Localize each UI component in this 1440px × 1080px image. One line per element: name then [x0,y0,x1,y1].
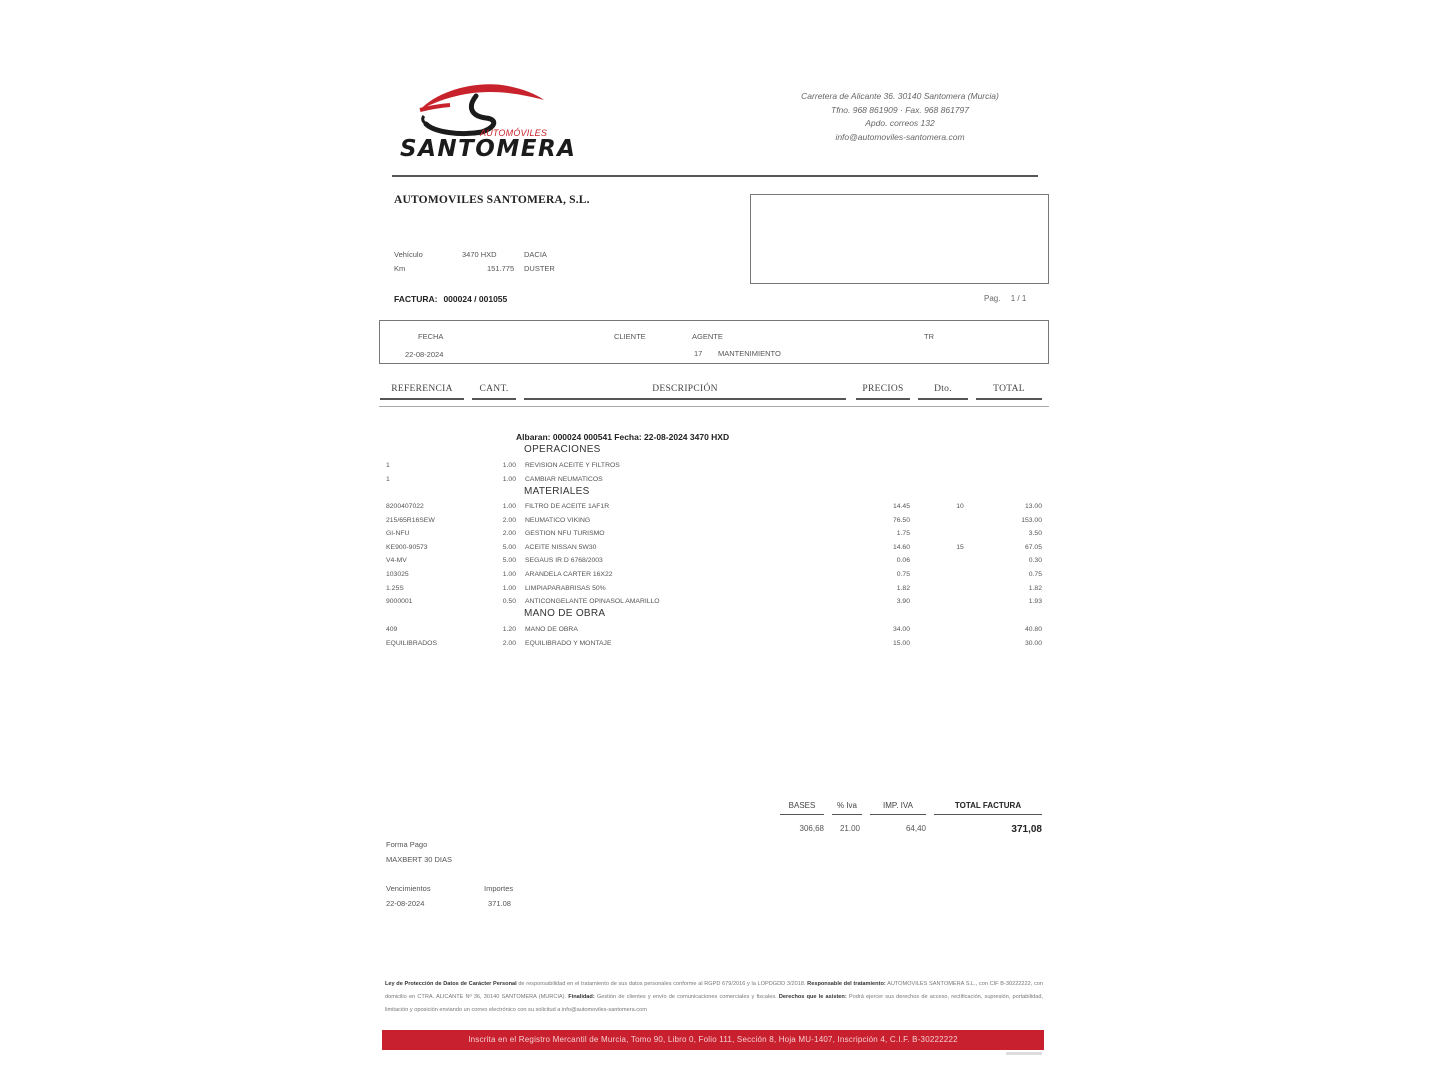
iva-amount-value: 64,40 [905,824,926,833]
line-item-cant: 2.00 [502,639,516,647]
line-item-ref: 103025 [386,571,409,578]
line-item-desc: LIMPIAPARABRISAS 50% [525,584,606,592]
line-item-desc: SEGAUS IR D 6768/2003 [525,557,603,565]
col-descripcion: DESCRIPCIÓN [524,382,846,400]
line-item-ref: 1 [386,475,390,483]
line-item-desc: REVISION ACEITE Y FILTROS [525,462,620,469]
legal-text-3: Gestión de clientes y envío de comunicaciones comerciales y fiscales. [594,994,777,1000]
invoice-label: FACTURA: [394,294,438,304]
line-item-ref: 9000001 [386,598,413,606]
vehicle-model: DUSTER [524,264,555,273]
line-item-ref: V4-MV [386,557,407,565]
line-item-desc: NEUMATICO VIKING [525,516,591,524]
line-item-cant: 2.00 [502,530,516,538]
importes-label: Importes [484,884,514,893]
line-item-desc: GESTION NFU TURISMO [525,530,605,538]
line-item-desc: EQUILIBRADO Y MONTAJE [525,639,612,647]
line-item-row [0,530,1440,542]
bases-label: BASES [780,801,824,815]
legal-text-2: AUTOMOVILES SANTOMERA S.L., con CIF B-30222222, con domicilio en CTRA. ALICANTE Nº 36, 30140 SANTOMERA (MURCIA). [385,981,1043,1000]
agente-code: 17 [694,349,703,358]
line-item-desc: ACEITE NISSAN 5W30 [525,543,597,551]
page-indicator [984,294,1026,303]
extra-label: TR [924,332,934,341]
line-item-total: 40.80 [1024,626,1042,633]
invoice-number: 000024 / 001055 [443,294,508,304]
line-item-desc: MANO DE OBRA [525,626,578,633]
line-item-price: 14.60 [892,543,910,551]
line-item-dto: 15 [956,543,964,551]
line-item-total: 0.75 [1028,571,1042,578]
col-precios: PRECIOS [856,382,910,400]
company-address: Carretera de Alicante 36. 30140 Santomera (Murcia) [801,91,999,101]
line-item-row [0,598,1440,610]
line-item-price: 14.45 [892,503,910,510]
line-item-ref: EQUILIBRADOS [386,639,437,647]
line-item-cant: 1.00 [502,503,516,510]
line-item-price: 34.00 [892,626,910,633]
legal-text-4: Podrá ejercer sus derechos de acceso, rectificación, supresión, portabilidad, limitación y oposición enviando un correo electrónico con su solicitud a info@automoviles-santomera.com [385,994,1043,1013]
legal-title-4: Derechos que le asisten: [776,994,847,1000]
invoice-info-box [379,320,1049,364]
iva-amount-label: IMP. IVA [870,801,926,815]
forma-pago-value: MAXBERT 30 DIAS [386,855,452,864]
scan-mark [1006,1052,1042,1055]
client-address-box [750,194,1049,284]
vehicle-km: 151.775 [487,264,515,273]
legal-notice [385,978,1043,1017]
line-item-total: 67.05 [1024,543,1042,551]
page-label: Pag. [984,294,1001,303]
line-item-row [0,503,1440,515]
line-item-cant: 5.00 [502,543,516,551]
line-item-desc: ARANDELA CARTER 16X22 [525,571,613,578]
line-item-cant: 1.00 [502,584,516,592]
line-item-row [0,517,1440,529]
line-item-cant: 2.00 [502,516,516,524]
section-mano-obra: MANO DE OBRA [524,608,606,619]
logo-brand: SANTOMERA [400,136,577,162]
iva-pct-value: 21.00 [839,824,860,833]
line-item-ref: 409 [386,626,398,633]
legal-title-1: Ley de Protección de Datos de Carácter Personal [385,981,517,987]
line-item-row [0,544,1440,556]
line-item-desc: FILTRO DE ACEITE 1AF1R [525,503,610,510]
legal-title-3: Finalidad: [566,994,595,1000]
legal-text-1: de responsabilidad en el tratamiento de sus datos personales conforme al RGPD 679/2016 y la LOPDGDD 3/2018. [516,981,806,987]
iva-pct-label: % Iva [832,801,862,815]
bases-value: 306,68 [799,824,824,833]
line-item-row [0,626,1440,638]
registry-bar: Inscrita en el Registro Mercantil de Murcia, Tomo 90, Libro 0, Folio 111, Sección 8, Hoja MU-1407, Inscripción 4, C.I.F. B-30222222 [382,1030,1044,1050]
section-materiales: MATERIALES [524,486,590,497]
line-item-price: 3.90 [896,598,910,606]
albaran-line: Albaran: 000024 000541 Fecha: 22-08-2024 3470 HXD [516,432,730,442]
line-item-price: 0.75 [896,571,910,578]
line-item-row [0,462,1440,474]
line-item-total: 13.00 [1024,503,1042,510]
company-name: AUTOMOVILES SANTOMERA, S.L. [394,194,590,206]
col-total: TOTAL [976,382,1042,400]
section-operaciones: OPERACIONES [524,444,601,455]
line-item-desc: CAMBIAR NEUMATICOS [525,475,603,483]
company-logo [398,78,577,168]
line-item-row [0,585,1440,597]
line-item-total: 30.00 [1024,639,1042,647]
line-item-cant: 5.00 [502,557,516,565]
line-item-ref: 8200407022 [386,503,424,510]
line-item-row [0,640,1440,652]
importe-value: 371.08 [488,899,511,908]
line-item-total: 0.30 [1028,557,1042,565]
line-item-price: 76.50 [892,516,910,524]
km-label: Km [394,264,406,273]
page-number: 1 / 1 [1010,294,1027,303]
line-item-row [0,557,1440,569]
line-item-ref: 1.25S [386,584,404,592]
invoice-number-line [394,294,507,304]
logo-subtitle: AUTOMÓVILES [480,128,548,138]
line-item-row [0,476,1440,488]
company-email: info@automoviles-santomera.com [835,131,965,142]
line-item-price: 1.75 [896,530,910,538]
line-item-cant: 0.50 [502,598,516,606]
agente-label: AGENTE [692,332,723,341]
col-dto: Dto. [918,382,968,400]
line-item-cant: 1.00 [502,462,516,469]
line-item-ref: GI-NFU [386,530,410,538]
line-item-ref: 215/65R16SEW [386,516,435,524]
line-item-cant: 1.20 [502,626,516,633]
line-item-price: 0.06 [896,557,910,565]
line-item-ref: KE900-90573 [386,543,428,551]
vehicle-plate: 3470 HXD [462,250,497,259]
line-item-desc: ANTICONGELANTE OPINASOL AMARILLO [525,598,660,606]
line-item-cant: 1.00 [502,475,516,483]
line-item-total: 1.82 [1028,584,1042,592]
total-factura-value: 371,08 [1011,824,1042,835]
company-phone: Tfno. 968 861909 · Fax. 968 861797 [831,104,969,115]
header-divider [392,175,1038,177]
line-item-total: 3.50 [1028,530,1042,538]
line-item-cant: 1.00 [502,571,516,578]
vencimientos-label: Vencimientos [386,884,431,893]
forma-pago-label: Forma Pago [386,840,428,849]
cliente-label: CLIENTE [614,332,646,341]
line-item-price: 1.82 [896,584,910,592]
col-referencia: REFERENCIA [380,382,464,400]
company-contact [760,90,1040,144]
line-item-dto: 10 [956,503,964,510]
line-item-total: 153.00 [1021,516,1042,524]
col-cant: CANT. [472,382,516,400]
total-factura-label: TOTAL FACTURA [934,801,1042,815]
fecha-label: FECHA [418,332,444,341]
vencimiento-value: 22-08-2024 [386,899,425,908]
line-item-row [0,571,1440,583]
line-item-price: 15.00 [892,639,910,647]
agente-name: MANTENIMIENTO [718,349,781,358]
fecha-value: 22-08-2024 [405,350,444,359]
header-bottom-rule [379,406,1049,407]
legal-title-2: Responsable del tratamiento: [805,981,886,987]
vehicle-label: Vehículo [394,250,423,259]
vehicle-make: DACIA [524,250,547,259]
company-po-box: Apdo. correos 132 [865,118,935,128]
line-item-total: 1.93 [1028,598,1042,606]
line-item-ref: 1 [386,462,390,469]
